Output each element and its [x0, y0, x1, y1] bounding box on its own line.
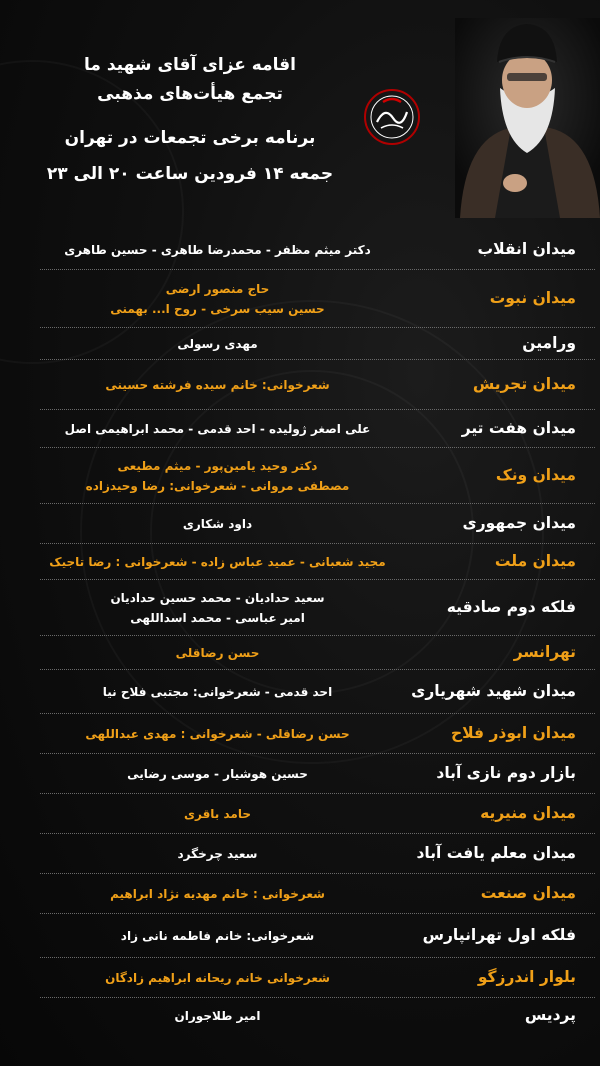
- speaker-line: شعرخوانی: خانم سیده فرشته حسینی: [105, 378, 330, 392]
- speaker-names: [40, 456, 395, 496]
- speaker-line: احد قدمی - شعرخوانی: مجتبی فلاح نیا: [102, 685, 333, 699]
- location-name: میدان منیریه: [480, 804, 576, 822]
- schedule-row: [0, 794, 600, 834]
- location-name: بلوار اندرزگو: [477, 968, 576, 986]
- location-name: ورامین: [522, 334, 576, 352]
- location-name: فلکه اول تهرانپارس: [422, 926, 576, 944]
- schedule-row: [0, 998, 600, 1034]
- schedule-row: [0, 714, 600, 754]
- speaker-line: حسین سیب سرخی - روح ا... بهمنی: [110, 302, 325, 316]
- speaker-line: علی اصغر ژولیده - احد قدمی - محمد ابراهیمی اصل: [64, 422, 371, 436]
- schedule-row: [0, 360, 600, 410]
- speaker-line: امیر طلاجوران: [174, 1009, 261, 1023]
- location-name: میدان هفت تیر: [461, 419, 576, 437]
- speaker-names: [40, 279, 395, 319]
- speaker-line: داود شکاری: [182, 517, 253, 531]
- speaker-line: شعرخوانی خانم ریحانه ابراهیم زادگان: [105, 971, 330, 985]
- schedule-row: [0, 834, 600, 874]
- location-name: میدان ونک: [495, 466, 576, 484]
- schedule-row: [0, 754, 600, 794]
- speaker-line: دکتر میثم مظفر - محمدرضا طاهری - حسین طاهری: [64, 243, 371, 257]
- location-name: میدان ابوذر فلاح: [450, 724, 576, 742]
- location-name: میدان ملت: [494, 552, 576, 570]
- speaker-line: شعرخوانی : خانم مهدیه نژاد ابراهیم: [110, 887, 325, 901]
- speaker-line: حامد باقری: [183, 807, 252, 821]
- schedule-row: [0, 328, 600, 360]
- schedule-row: [0, 874, 600, 914]
- speaker-names: [40, 588, 395, 628]
- speaker-line: حسین هوشیار - موسی رضایی: [127, 767, 308, 781]
- speaker-line: مجید شعبانی - عمید عباس زاده - شعرخوانی : رضا تاجیک: [49, 555, 386, 569]
- speaker-names: [40, 419, 395, 439]
- speaker-names: [40, 375, 395, 395]
- location-name: بازار دوم نازی آباد: [436, 764, 576, 782]
- location-name: میدان صنعت: [480, 884, 576, 902]
- speaker-names: [40, 724, 395, 744]
- schedule-row: [0, 636, 600, 670]
- location-name: میدان جمهوری: [462, 514, 576, 532]
- speaker-line: مهدی رسولی: [177, 337, 258, 351]
- schedule-row: [0, 580, 600, 636]
- title-line-1: اقامه عزای آقای شهید ما: [84, 55, 296, 75]
- speaker-line: امیر عباسی - محمد اسداللهی: [130, 611, 305, 625]
- speaker-line: حاج منصور ارضی: [165, 282, 270, 296]
- schedule-row: [0, 670, 600, 714]
- location-name: میدان معلم یافت آباد: [416, 844, 576, 862]
- schedule-row: [0, 448, 600, 504]
- speaker-line: مصطفی مروانی - شعرخوانی: رضا وحیدزاده: [85, 479, 350, 493]
- speaker-names: [40, 968, 395, 988]
- location-name: میدان انقلاب: [477, 240, 576, 258]
- speaker-line: سعید چرخگرد: [177, 847, 258, 861]
- speaker-names: [40, 764, 395, 784]
- location-name: فلکه دوم صادقیه: [446, 598, 576, 616]
- location-name: میدان شهید شهریاری: [411, 682, 576, 700]
- speaker-line: حسن رضاقلی: [175, 646, 260, 660]
- speaker-line: شعرخوانی: خانم فاطمه نانی زاد: [120, 929, 315, 943]
- location-name: پردیس: [524, 1006, 576, 1024]
- title-line-2: تجمع هیأت‌های مذهبی: [97, 84, 283, 104]
- schedule-row: [0, 270, 600, 328]
- speaker-names: [40, 240, 395, 260]
- title-line-3: برنامه برخی تجمعات در تهران: [64, 128, 316, 148]
- speaker-names: [40, 844, 395, 864]
- speaker-names: [40, 643, 395, 663]
- schedule-row: [0, 410, 600, 448]
- speaker-names: [40, 884, 395, 904]
- schedule-row: [0, 958, 600, 998]
- location-name: میدان تجریش: [472, 375, 576, 393]
- schedule-row: [0, 544, 600, 580]
- location-name: تهرانسر: [513, 643, 576, 661]
- schedule-row: [0, 914, 600, 958]
- schedule-row: [0, 230, 600, 270]
- portrait-image: [455, 18, 600, 218]
- speaker-names: [40, 682, 395, 702]
- speaker-names: [40, 514, 395, 534]
- speaker-names: [40, 804, 395, 824]
- calligraphy-seal-icon: [363, 88, 421, 146]
- speaker-line: دکتر وحید یامین‌پور - میثم مطیعی: [117, 459, 318, 473]
- speaker-line: حسن رضاقلی - شعرخوانی : مهدی عبداللهی: [85, 727, 350, 741]
- location-name: میدان نبوت: [489, 289, 576, 307]
- header: [0, 0, 600, 230]
- title-line-4: جمعه ۱۴ فرودین ساعت ۲۰ الی ۲۳: [46, 164, 334, 184]
- speaker-names: [40, 552, 395, 572]
- speaker-names: [40, 926, 395, 946]
- speaker-line: سعید حدادیان - محمد حسین حدادیان: [110, 591, 325, 605]
- speaker-names: [40, 334, 395, 354]
- schedule-row: [0, 504, 600, 544]
- speaker-names: [40, 1006, 395, 1026]
